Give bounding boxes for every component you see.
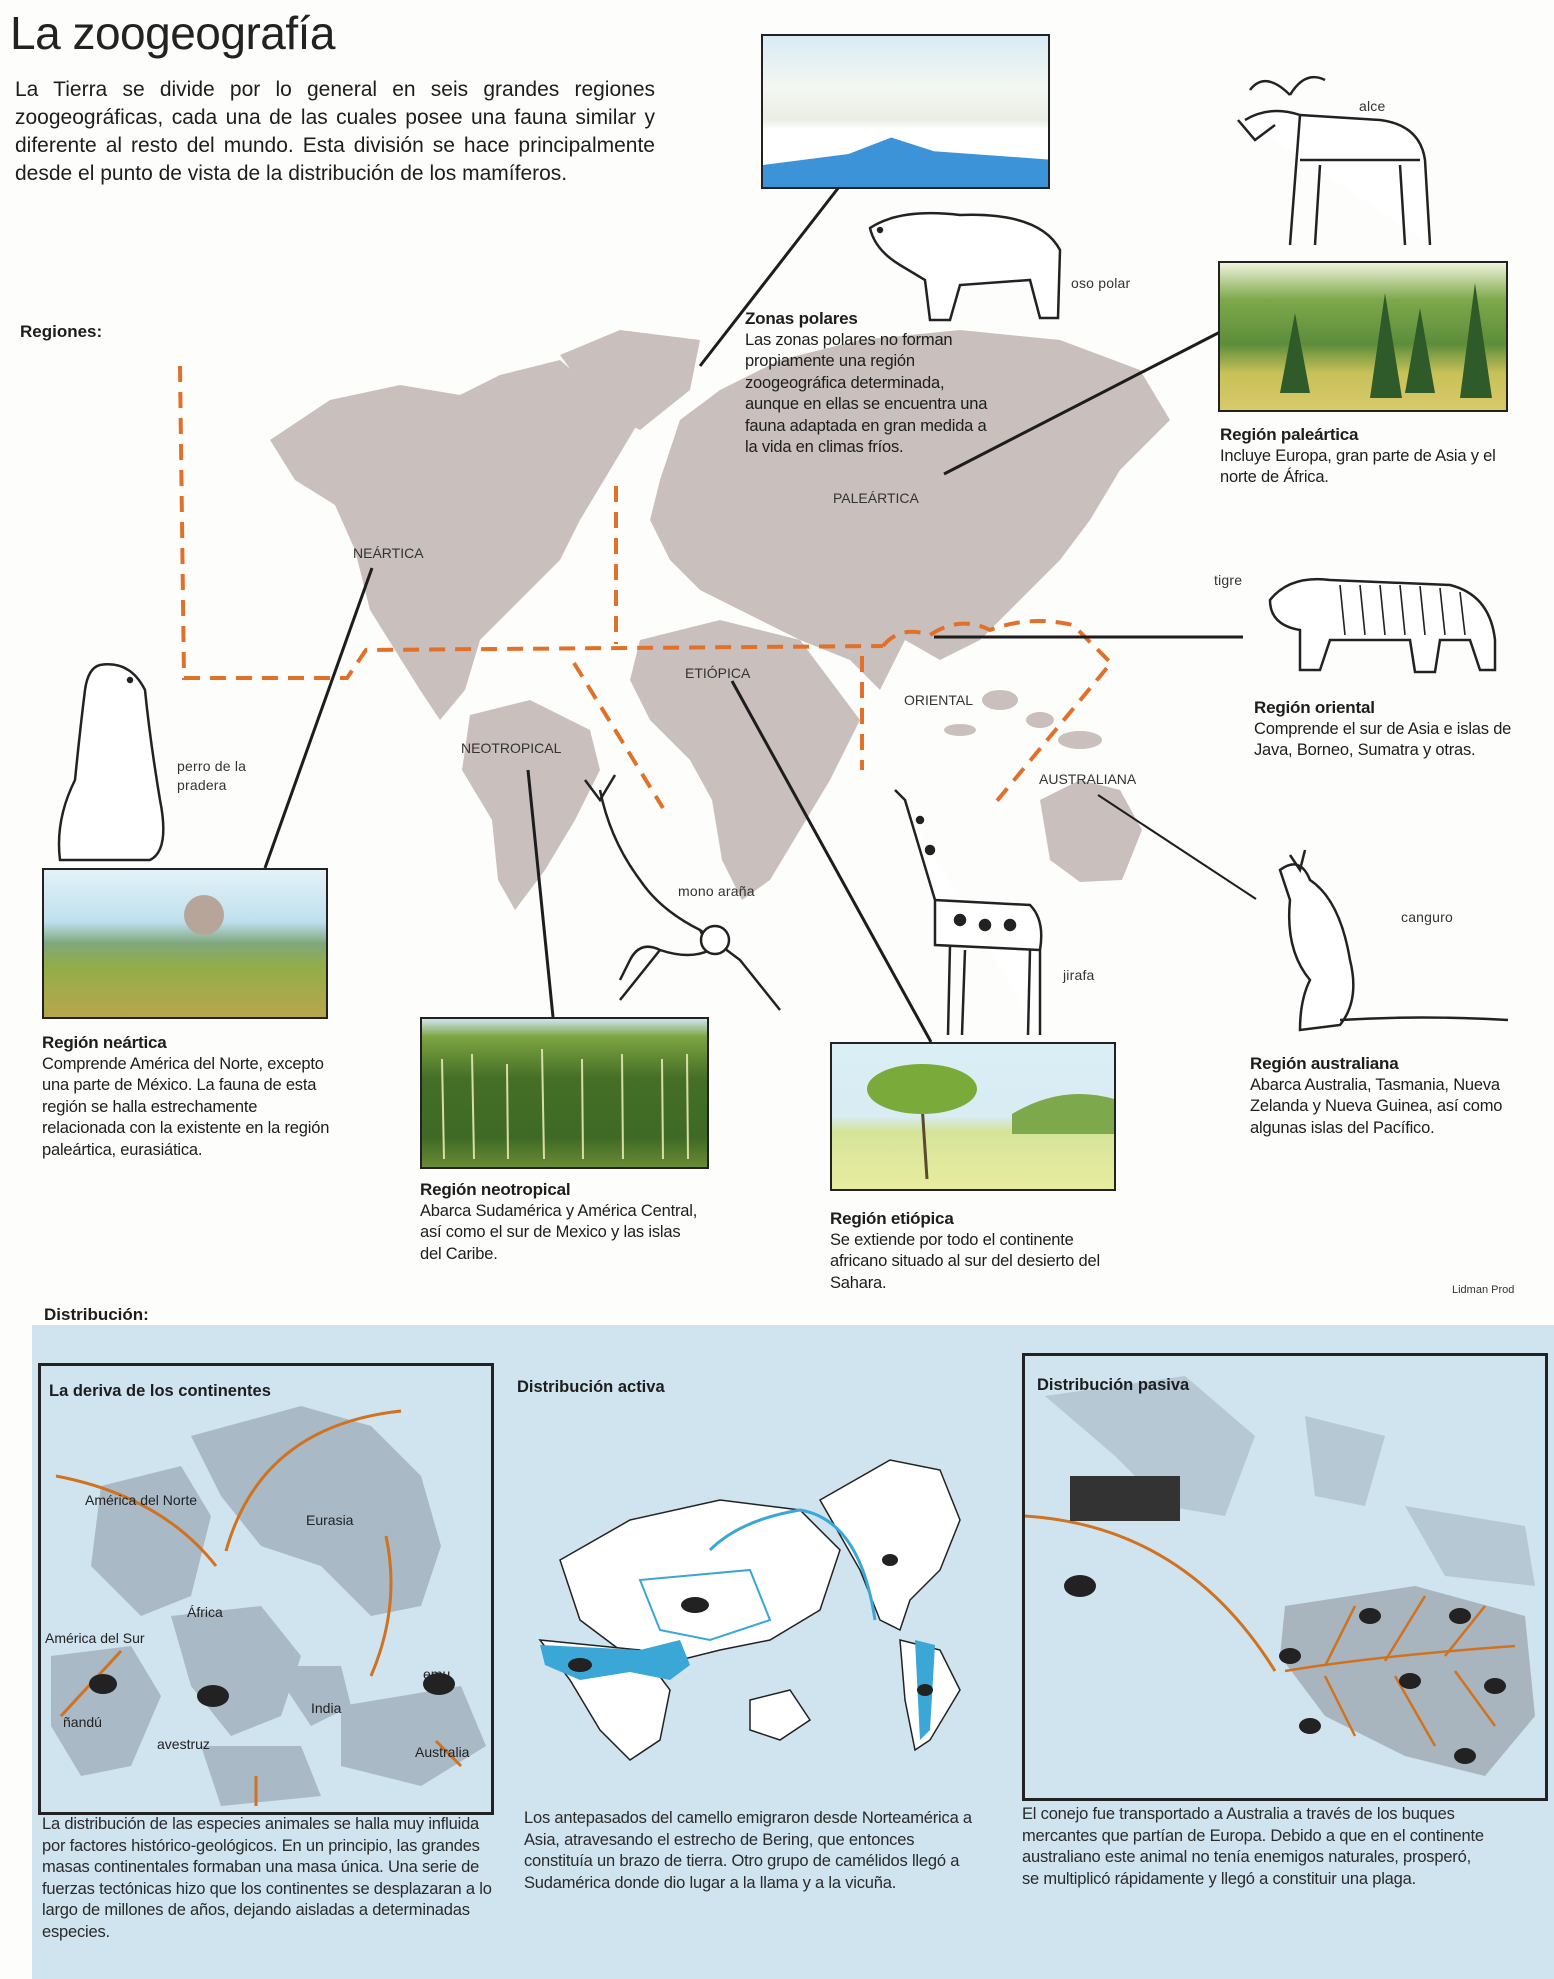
ship-route-arrow [1025,1516,1275,1671]
nearctic-prairie-image [42,868,328,1019]
region-oriental [1254,697,1539,762]
active-caption: Los antepasados del camello emigraron desde Norteamérica a Asia, atravesando el estrecho de Bering, que entonces constituía un brazo de tierra. Otro grupo de camélidos llegó a Sudamérica donde dio lugar a la llama y a la vicuña. [524,1809,972,1892]
passive-caption: El conejo fue transportado a Australia a través de los buques mercantes que partían de Europa. Debido a que en el continente australiano este animal no tenía enemigos naturales, prosperó, se multiplicó rápidamente y llegó a constituir una plaga. [1022,1805,1484,1888]
label-north-america: América del Norte [85,1492,198,1508]
region-ethiopian [830,1208,1120,1294]
giraffe-icon [895,790,1041,1035]
region-palearctic-text: Incluye Europa, gran parte de Asia y el norte de África. [1220,446,1496,486]
region-nearctic-text: Comprende América del Norte, excepto una parte de México. La fauna de esta región se halla estrechamente relacionada con la existente en la región paleártica, eurasiática. [42,1054,330,1159]
polar-landscape-image [761,34,1050,189]
label-spider-monkey: mono araña [678,883,755,899]
region-nearctic-title: Región neártica [42,1033,167,1052]
passive-title: Distribución pasiva [1037,1376,1190,1394]
region-oriental-text: Comprende el sur de Asia e islas de Java, Borneo, Sumatra y otras. [1254,719,1512,759]
credit: Lidman Prod [1452,1284,1515,1296]
active-title: Distribución activa [517,1378,665,1396]
australia [1040,780,1142,882]
label-india: India [311,1700,342,1716]
region-ethiopian-title: Región etiópica [830,1209,954,1228]
label-emu: emu [423,1666,451,1682]
region-australian-text: Abarca Australia, Tasmania, Nueva Zelanda y Nueva Guinea, así como algunas islas del Pacífico. [1250,1075,1503,1137]
active-distribution-map [520,1440,990,1770]
label-kangaroo: canguro [1401,909,1453,925]
kangaroo-icon [1280,850,1508,1030]
region-oriental-title: Región oriental [1254,698,1375,717]
ship-icon [1070,1476,1180,1521]
label-palearctic: PALEÁRTICA [833,490,919,506]
label-polar-bear: oso polar [1071,275,1131,291]
label-eurasia: Eurasia [306,1512,354,1528]
dust-cloud [184,895,224,935]
moose-icon [1238,77,1430,245]
label-moose: alce [1359,98,1386,114]
region-palearctic [1220,424,1510,489]
passive-box [1022,1353,1548,1801]
label-prairie-dog: perro de la pradera [177,758,247,793]
ethiopian-savanna-image [830,1042,1116,1191]
region-nearctic [42,1032,337,1161]
region-palearctic-title: Región paleártica [1220,425,1359,444]
label-south-america: América del Sur [45,1630,145,1646]
label-rhea: ñandú [63,1714,102,1730]
intro-paragraph: La Tierra se divide por lo general en seis grandes regiones zoogeográficas, cada una de las cuales posee una fauna similar y diferente al resto del mundo. Esta división se hace principalmente desde el punto de vista de la distribución de los mamíferos. [15,78,655,185]
prairie-dog-icon [59,664,163,860]
label-ethiopian: ETIÓPICA [685,665,751,681]
north-america [270,360,640,720]
polar-bear-icon [870,213,1060,320]
label-ostrich: avestruz [157,1736,210,1752]
region-neotropical-title: Región neotropical [420,1180,571,1199]
region-australian [1250,1053,1540,1139]
label-tiger: tigre [1214,572,1243,588]
label-africa: África [187,1604,223,1620]
passive-map [1025,1356,1545,1798]
tiger-icon [1270,579,1495,672]
label-oriental: ORIENTAL [904,692,973,708]
drift-title: La deriva de los continentes [49,1382,271,1400]
region-polar [745,308,1000,459]
region-neotropical-text: Abarca Sudamérica y América Central, así como el sur de Mexico y las islas del Caribe. [420,1201,698,1263]
distribution-heading: Distribución: [44,1305,149,1324]
africa [630,620,860,900]
region-australian-title: Región australiana [1250,1054,1399,1073]
label-australia: Australia [415,1744,470,1760]
label-giraffe: jirafa [1063,967,1095,983]
region-polar-title: Zonas polares [745,309,858,328]
label-neotropical: NEOTROPICAL [461,740,562,756]
page-title: La zoogeografía [10,7,335,59]
region-ethiopian-text: Se extiende por todo el continente africano situado al sur del desierto del Sahara. [830,1230,1100,1292]
region-neotropical [420,1179,700,1265]
neotropical-rainforest-image [420,1017,709,1169]
label-australian: AUSTRALIANA [1039,771,1137,787]
label-nearctic: NEÁRTICA [353,545,424,561]
regions-heading: Regiones: [20,322,103,341]
region-polar-text: Las zonas polares no forman propiamente una región zoogeográfica determinada, aunque en ellas se encuentra una fauna adaptada en gran medida a la vida en climas fríos. [745,330,988,456]
palearctic-forest-image [1218,261,1508,412]
drift-box [38,1363,494,1815]
drift-caption: La distribución de las especies animales se halla muy influida por factores histórico-geológicos. En un principio, las grandes masas continentales formaban una masa única. Una serie de fuerzas tectónicas hizo que los continentes se desplazaran a lo largo de millones de años, dejando aisladas a determinadas especies. [42,1815,492,1941]
